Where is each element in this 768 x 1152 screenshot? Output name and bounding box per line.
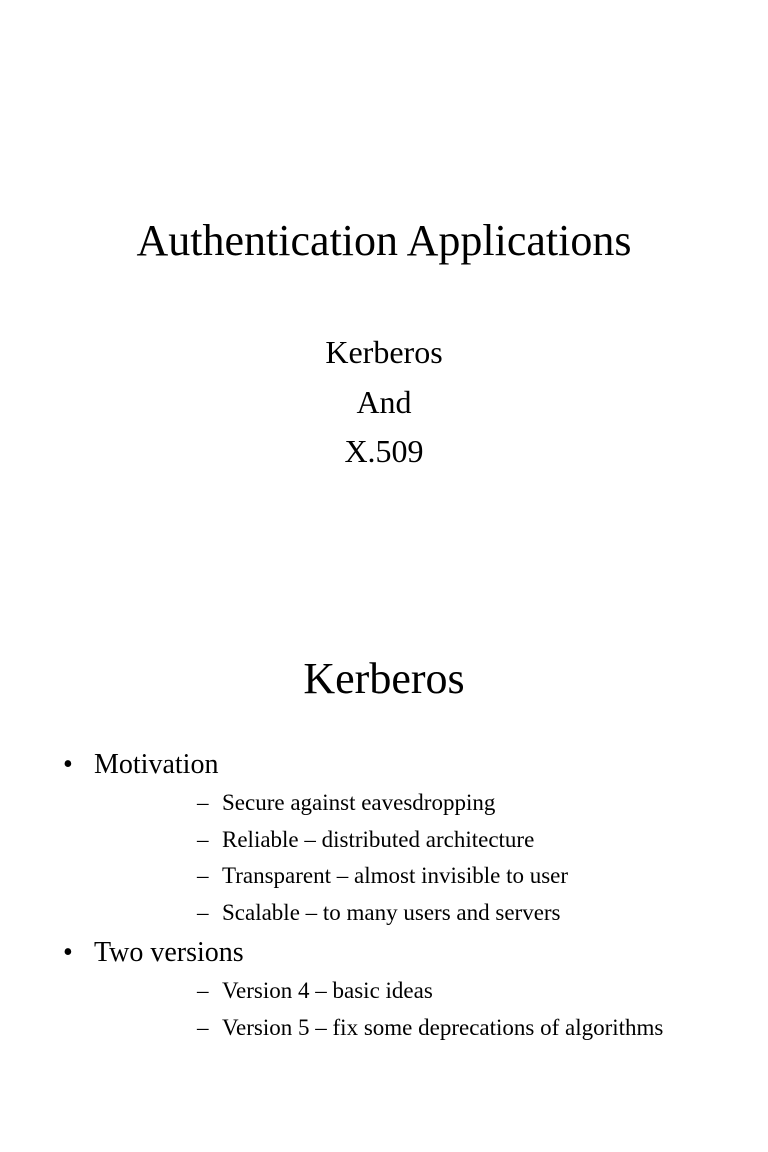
subtitle-line: And (356, 383, 412, 420)
bullet-marker: • (63, 937, 73, 968)
sub-bullet-marker: – (197, 863, 209, 888)
sub-bullet-text: Reliable – distributed architecture (222, 826, 535, 852)
sub-bullet-item (94, 785, 768, 822)
sub-bullet-marker: – (197, 790, 209, 815)
bullet-text: Two versions (94, 937, 244, 968)
sub-bullet-item (94, 1010, 768, 1047)
bullet-item (0, 935, 768, 1046)
sub-bullet-item (94, 858, 768, 895)
subtitle-line: X.509 (344, 433, 424, 469)
sub-bullet-marker: – (197, 1014, 209, 1040)
sub-bullet-item (94, 822, 768, 859)
bullet-list (0, 747, 768, 1050)
sub-bullet-text: Version 5 – fix some deprecations of algorithms (222, 1014, 664, 1040)
sub-bullet-item (94, 973, 768, 1010)
sub-bullet-text: Version 4 – basic ideas (222, 978, 433, 1003)
subtitle-block (0, 332, 768, 481)
sub-bullet-list (94, 973, 768, 1046)
bullet-item (0, 747, 768, 931)
slide-title-heading: Authentication Applications (136, 216, 632, 265)
sub-bullet-list (94, 785, 768, 931)
subtitle-line: Kerberos (325, 334, 443, 370)
sub-bullet-text: Scalable – to many users and servers (222, 899, 561, 925)
sub-bullet-marker: – (197, 826, 209, 852)
sub-bullet-item (94, 895, 768, 932)
sub-bullet-text: Transparent – almost invisible to user (222, 863, 569, 888)
sub-bullet-marker: – (197, 899, 209, 925)
bullet-text: Motivation (94, 749, 219, 780)
bullet-marker: • (63, 749, 73, 780)
slide-heading: Kerberos (303, 654, 465, 703)
slide-kerberos (0, 576, 768, 1152)
sub-bullet-marker: – (197, 978, 209, 1003)
sub-bullet-text: Secure against eavesdropping (222, 790, 496, 815)
